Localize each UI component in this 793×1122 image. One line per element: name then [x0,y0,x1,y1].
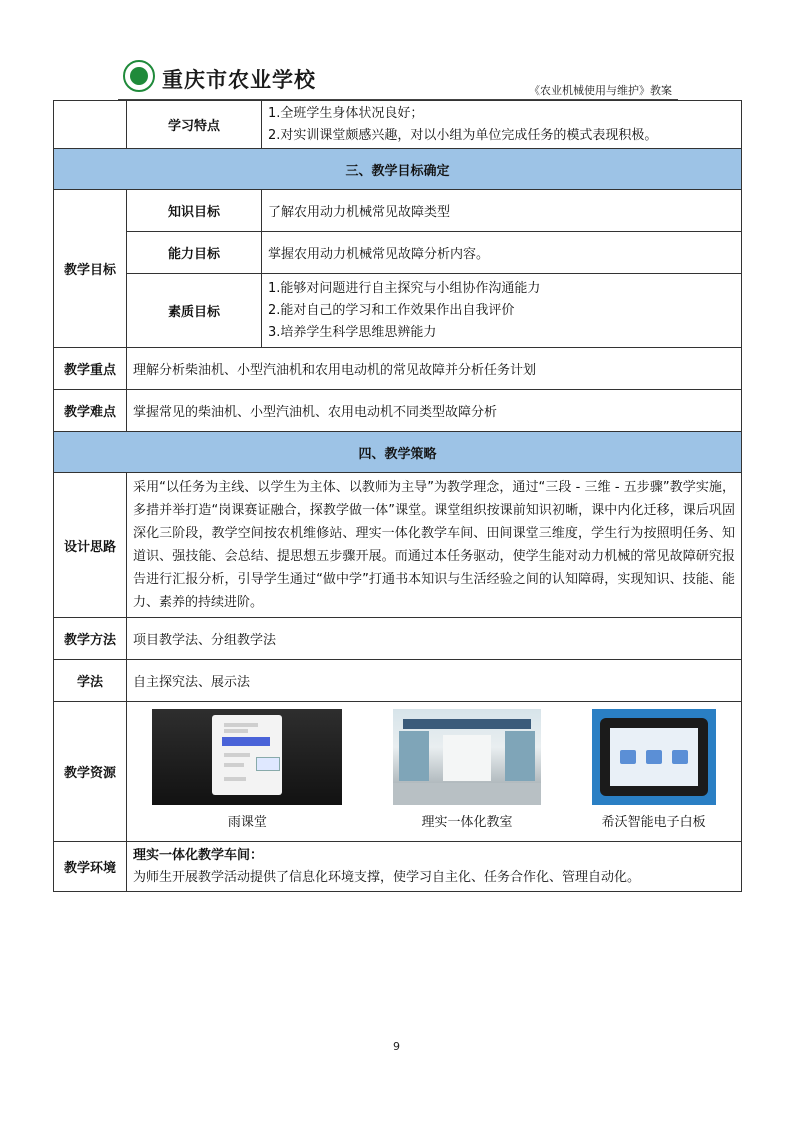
teaching-goals-label: 教学目标 [54,190,127,348]
key-point-text: 理解分析柴油机、小型汽油机和农用电动机的常见故障并分析任务计划 [127,348,742,390]
rain-classroom-screenshot-icon [152,709,342,805]
knowledge-goal-row [54,190,742,232]
section-3-title: 三、教学目标确定 [54,149,742,190]
resource-caption: 理实一体化教室 [421,815,513,830]
resources-content [127,702,742,842]
study-method-row [54,660,742,702]
lesson-plan-table [53,100,742,892]
learning-features-label: 学习特点 [127,101,262,149]
design-label: 设计思路 [54,473,127,618]
environment-text: 为师生开展教学活动提供了信息化环境支撑，使学习自主化、任务合作化、管理自动化。 [133,869,641,885]
study-method-label: 学法 [54,660,127,702]
study-method-text: 自主探究法、展示法 [127,660,742,702]
teaching-method-row [54,618,742,660]
environment-title: 理实一体化教学车间： [133,847,264,863]
quality-goal-line: 2.能对自己的学习和工作效果作出自我评价 [268,302,515,318]
learning-features-content [262,101,742,149]
resource-caption: 希沃智能电子白板 [601,815,706,830]
seewo-tablet-photo-icon [592,709,716,805]
section-4-title: 四、教学策略 [54,432,742,473]
ability-goal-text: 掌握农用动力机械常见故障分析内容。 [262,232,742,274]
section-4-header [54,432,742,473]
quality-goal-row [54,274,742,348]
key-point-label: 教学重点 [54,348,127,390]
school-logo-icon [123,60,155,92]
knowledge-goal-label: 知识目标 [127,190,262,232]
environment-content [127,842,742,892]
ability-goal-row [54,232,742,274]
knowledge-goal-text: 了解农用动力机械常见故障类型 [262,190,742,232]
resource-item [393,709,541,830]
page-number: 9 [393,1040,400,1053]
learning-feature-line: 2.对实训课堂颇感兴趣，对以小组为单位完成任务的模式表现积极。 [268,127,658,143]
empty-cell [54,101,127,149]
school-name: 重庆市农业学校 [162,67,316,92]
integrated-classroom-photo-icon [393,709,541,805]
environment-label: 教学环境 [54,842,127,892]
quality-goal-content [262,274,742,348]
difficulty-text: 掌握常见的柴油机、小型汽油机、农用电动机不同类型故障分析 [127,390,742,432]
ability-goal-label: 能力目标 [127,232,262,274]
difficulty-label: 教学难点 [54,390,127,432]
learning-feature-line: 1.全班学生身体状况良好； [268,105,424,121]
quality-goal-line: 1.能够对问题进行自主探究与小组协作沟通能力 [268,280,541,296]
resource-item [152,709,342,830]
teaching-method-label: 教学方法 [54,618,127,660]
design-text: 采用“以任务为主线、以学生为主体、以教师为主导”为教学理念，通过“三段 - 三维 - 五步骤”教学实施，多措并举打造“岗课赛证融合，探教学做一体”课堂。课堂组织按课前知识初晰，课中内化迁移，课后巩固深化三阶段，教学空间按农机维修站、理实一体化教学车间、田间课堂三维度，学生行为按照明任务、知道识、强技能、会总结、提思想五步骤开展。而通过本任务驱动，使学生能对动力机械的常见故障研究报告进行汇报分析，引导学生通过“做中学”打通书本知识与生活经验之间的认知障碍，实现知识、技能、能力、素养的持续进阶。 [127,473,742,618]
environment-row [54,842,742,892]
learning-features-row [54,101,742,149]
quality-goal-line: 3.培养学生科学思维思辨能力 [268,324,437,340]
resource-caption: 雨课堂 [227,815,267,830]
resources-label: 教学资源 [54,702,127,842]
section-3-header [54,149,742,190]
document-title: 《农业机械使用与维护》教案 [529,84,672,97]
page-header [118,54,678,100]
design-row [54,473,742,618]
quality-goal-label: 素质目标 [127,274,262,348]
key-point-row [54,348,742,390]
resource-item [592,709,716,830]
teaching-method-text: 项目教学法、分组教学法 [127,618,742,660]
resources-row [54,702,742,842]
difficulty-row [54,390,742,432]
